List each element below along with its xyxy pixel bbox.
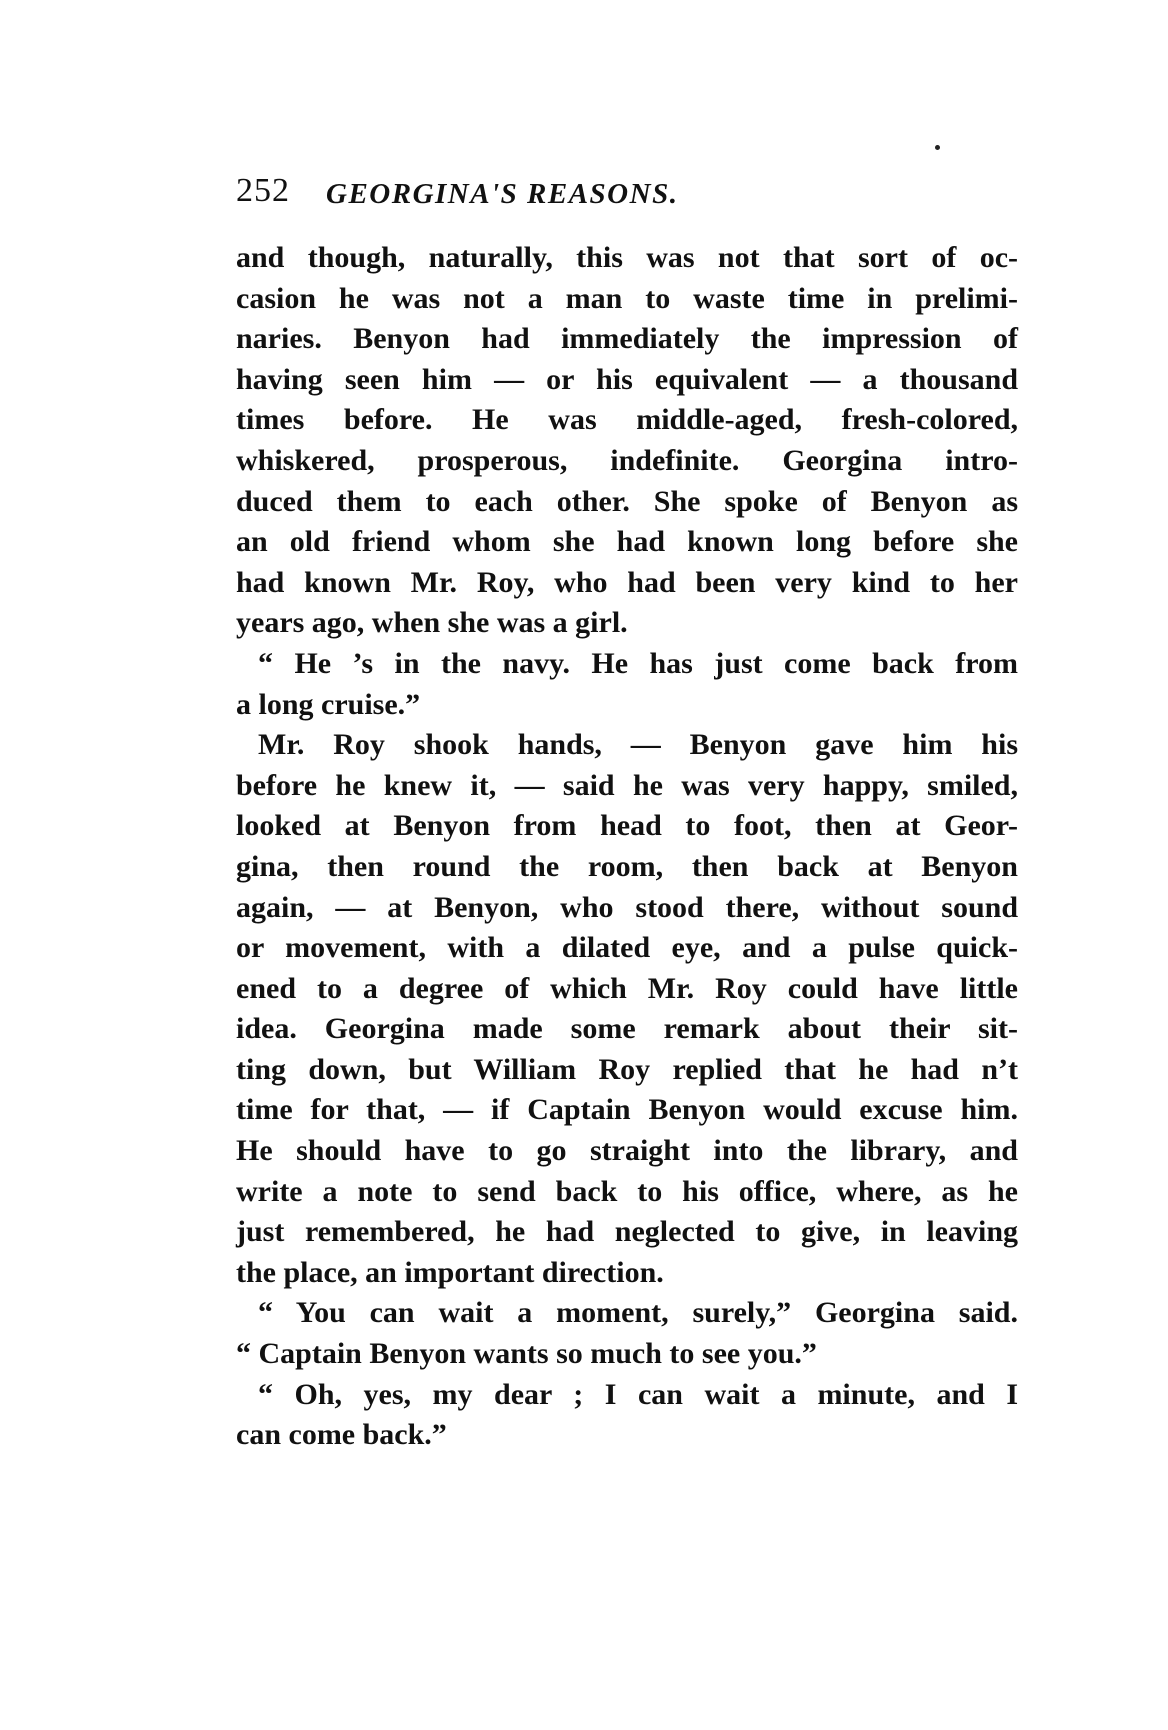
running-head <box>236 172 1026 220</box>
text-line: ting down, but William Roy replied that he had n’t <box>236 1052 1018 1086</box>
ink-speck <box>935 145 940 150</box>
text-line: again, — at Benyon, who stood there, without sound <box>236 890 1018 924</box>
text-line: can come back.” <box>236 1418 447 1452</box>
text-line: He should have to go straight into the library, and <box>236 1134 1018 1168</box>
text-line: looked at Benyon from head to foot, then at Geor- <box>236 809 1018 843</box>
text-line: write a note to send back to his office, where, as he <box>236 1174 1018 1208</box>
body-text <box>236 238 1018 1456</box>
text-line: had known Mr. Roy, who had been very kind to her <box>236 565 1018 599</box>
text-line: before he knew it, — said he was very happy, smiled, <box>236 768 1018 802</box>
text-line: and though, naturally, this was not that sort of oc- <box>236 241 1018 274</box>
text-line: years ago, when she was a girl. <box>236 606 628 640</box>
text-line: times before. He was middle-aged, fresh-colored, <box>236 403 1018 437</box>
text-line: just remembered, he had neglected to give, in leaving <box>236 1215 1018 1249</box>
text-line: naries. Benyon had immediately the impression of <box>236 322 1018 356</box>
text-line: or movement, with a dilated eye, and a pulse quick- <box>236 931 1018 965</box>
text-line: “ You can wait a moment, surely,” Georgina said. <box>258 1296 1018 1330</box>
text-line: a long cruise.” <box>236 687 421 721</box>
text-line: “ He ’s in the navy. He has just come back from <box>258 646 1018 680</box>
text-line: idea. Georgina made some remark about their sit- <box>236 1012 1018 1046</box>
text-line: the place, an important direction. <box>236 1255 664 1289</box>
text-line: whiskered, prosperous, indefinite. Georgina intro- <box>236 443 1018 477</box>
text-line: Mr. Roy shook hands, — Benyon gave him his <box>258 728 1018 762</box>
text-line: time for that, — if Captain Benyon would excuse him. <box>236 1093 1018 1127</box>
text-line: casion he was not a man to waste time in prelimi- <box>236 281 1018 315</box>
text-line: ened to a degree of which Mr. Roy could have little <box>236 971 1018 1005</box>
page-number: 252 <box>236 172 290 209</box>
text-line: duced them to each other. She spoke of Benyon as <box>236 484 1018 518</box>
text-line: “ Oh, yes, my dear ; I can wait a minute, and I <box>258 1377 1018 1411</box>
text-line: “ Captain Benyon wants so much to see you.” <box>236 1337 817 1371</box>
text-line: having seen him — or his equivalent — a thousand <box>236 362 1018 396</box>
text-line: an old friend whom she had known long before she <box>236 525 1018 559</box>
text-line: gina, then round the room, then back at Benyon <box>236 849 1018 883</box>
running-title: GEORGINA'S REASONS. <box>326 178 679 210</box>
